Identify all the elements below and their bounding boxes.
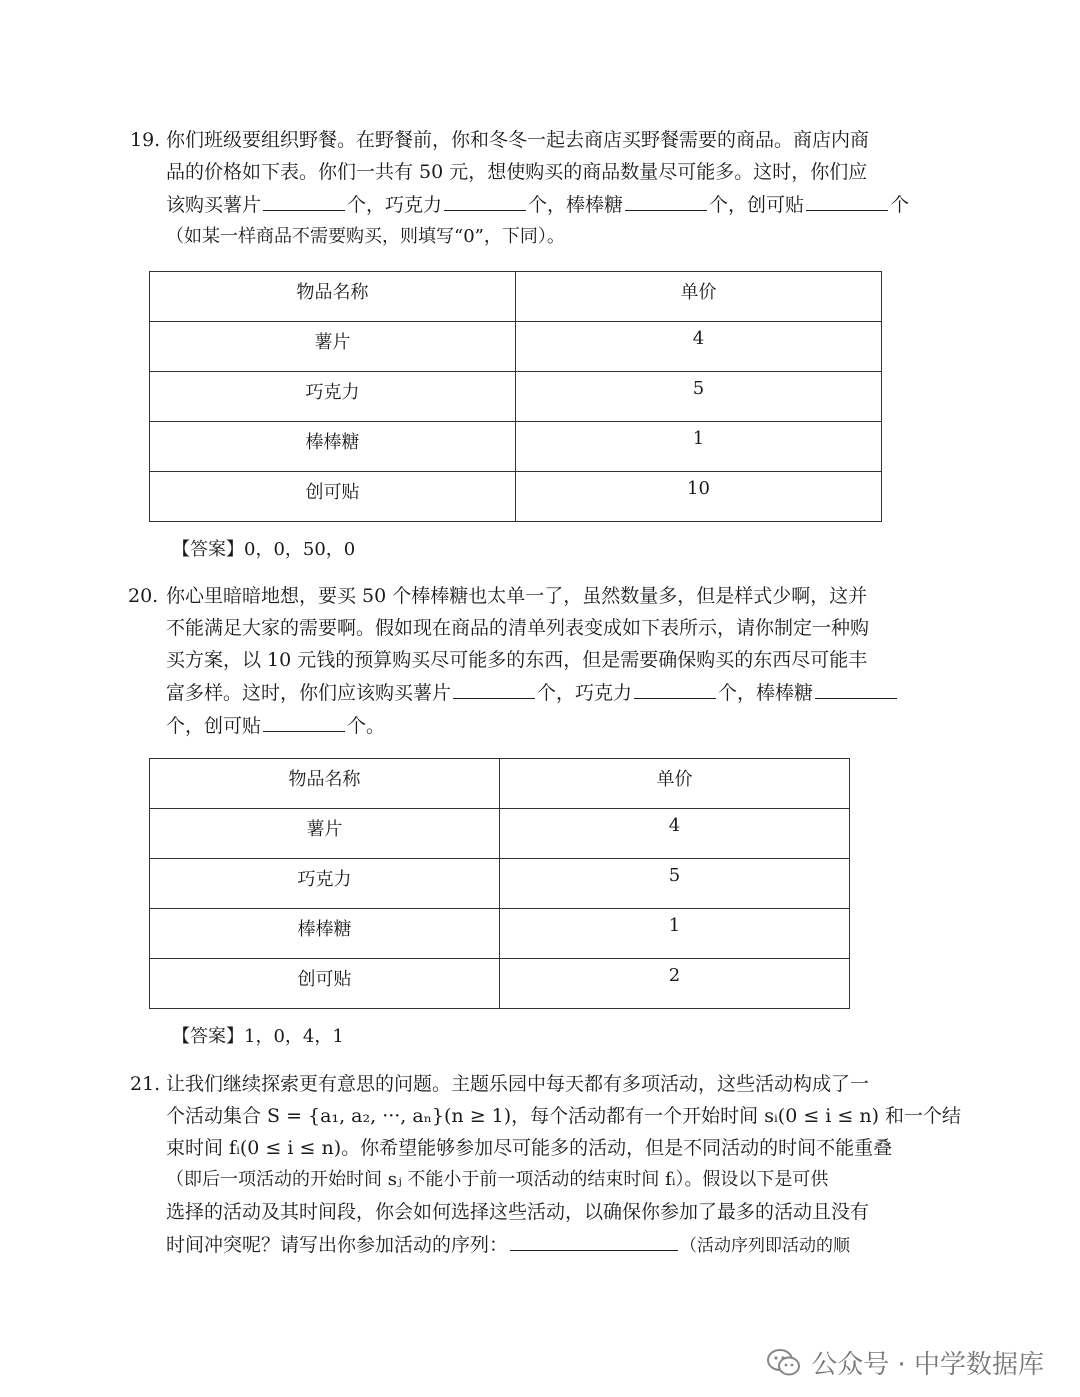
question-number: 20. <box>128 585 159 607</box>
question-20 <box>128 580 958 742</box>
answer-blank[interactable] <box>263 709 345 732</box>
table-cell: 2 <box>500 959 850 1009</box>
table-cell: 棒棒糖 <box>150 909 500 959</box>
table-header-row <box>150 272 882 322</box>
watermark <box>767 1344 1044 1381</box>
wechat-icon <box>767 1348 801 1378</box>
table-header: 单价 <box>516 272 882 322</box>
table-header-row <box>150 759 850 809</box>
question-text: 买方案，以 10 元钱的预算购买尽可能多的东西，但是需要确保购买的东西尽可能丰 <box>166 649 868 671</box>
table-cell: 巧克力 <box>150 859 500 909</box>
question-text: 不能满足大家的需要啊。假如现在商品的清单列表变成如下表所示，请你制定一种购 <box>166 617 870 639</box>
table-row <box>150 372 882 422</box>
table-header: 物品名称 <box>150 272 516 322</box>
table-cell: 4 <box>516 322 882 372</box>
answer-blank[interactable] <box>453 676 535 699</box>
table-header: 物品名称 <box>150 759 500 809</box>
table-cell: 巧克力 <box>150 372 516 422</box>
question-text: （如某一样商品不需要购买，则填写“0”，下同）。 <box>166 226 565 247</box>
answer-blank[interactable] <box>263 188 345 211</box>
table-cell: 创可贴 <box>150 472 516 522</box>
question-text: 品的价格如下表。你们一共有 50 元，想使购买的商品数量尽可能多。这时，你们应 <box>166 161 868 183</box>
table-cell: 4 <box>500 809 850 859</box>
question-text: 你们班级要组织野餐。在野餐前，你和冬冬一起去商店买野餐需要的商品。商店内商 <box>166 129 870 151</box>
question-21 <box>130 1068 960 1262</box>
table-row <box>150 472 882 522</box>
table-cell: 5 <box>500 859 850 909</box>
question-text: （即后一项活动的开始时间 sⱼ 不能小于前一项活动的结束时间 fᵢ）。假设以下是可供 <box>166 1169 829 1190</box>
question-text: 富多样。这时，你们应该购买薯片 个，巧克力 个，棒棒糖 <box>166 676 958 709</box>
table-row <box>150 959 850 1009</box>
table-cell: 薯片 <box>150 322 516 372</box>
table-cell: 1 <box>516 422 882 472</box>
question-text: 时间冲突呢？请写出你参加活动的序列： （活动序列即活动的顺 <box>166 1228 960 1262</box>
answer-blank[interactable] <box>634 676 716 699</box>
question-19 <box>130 124 960 253</box>
table-header: 单价 <box>500 759 850 809</box>
table-cell: 10 <box>516 472 882 522</box>
answer-blank[interactable] <box>444 188 526 211</box>
table-row <box>150 809 850 859</box>
price-table-20 <box>149 758 850 1009</box>
question-text: 个，创可贴 个。 <box>166 709 958 742</box>
question-text: 选择的活动及其时间段，你会如何选择这些活动，以确保你参加了最多的活动且没有 <box>166 1201 870 1223</box>
answer-blank[interactable] <box>510 1228 678 1251</box>
watermark-text: 公众号 · 中学数据库 <box>811 1350 1044 1380</box>
question-text: 让我们继续探索更有意思的问题。主题乐园中每天都有多项活动，这些活动构成了一 <box>166 1073 870 1095</box>
table-row <box>150 422 882 472</box>
answer-20: 【答案】1，0，4，1 <box>172 1026 344 1047</box>
question-text: 束时间 fᵢ(0 ≤ i ≤ n)。你希望能够参加尽可能多的活动，但是不同活动的时间不能重叠 <box>166 1137 893 1159</box>
table-cell: 棒棒糖 <box>150 422 516 472</box>
price-table-19 <box>149 271 882 522</box>
answer-blank[interactable] <box>625 188 707 211</box>
question-number: 21. <box>130 1073 161 1095</box>
question-text: 该购买薯片 个，巧克力 个，棒棒糖 个，创可贴 个 <box>166 188 960 221</box>
question-text: 你心里暗暗地想，要买 50 个棒棒糖也太单一了，虽然数量多，但是样式少啊，这并 <box>166 585 868 607</box>
table-row <box>150 322 882 372</box>
table-cell: 薯片 <box>150 809 500 859</box>
table-cell: 1 <box>500 909 850 959</box>
table-row <box>150 909 850 959</box>
answer-19: 【答案】0，0，50，0 <box>172 539 356 560</box>
question-text: 个活动集合 S = {a₁, a₂, ···, aₙ}(n ≥ 1)，每个活动都有一个开始时间 sᵢ(0 ≤ i ≤ n) 和一个结 <box>166 1105 962 1127</box>
table-cell: 创可贴 <box>150 959 500 1009</box>
answer-blank[interactable] <box>815 676 897 699</box>
table-cell: 5 <box>516 372 882 422</box>
table-row <box>150 859 850 909</box>
question-number: 19. <box>130 129 161 151</box>
answer-blank[interactable] <box>806 188 888 211</box>
